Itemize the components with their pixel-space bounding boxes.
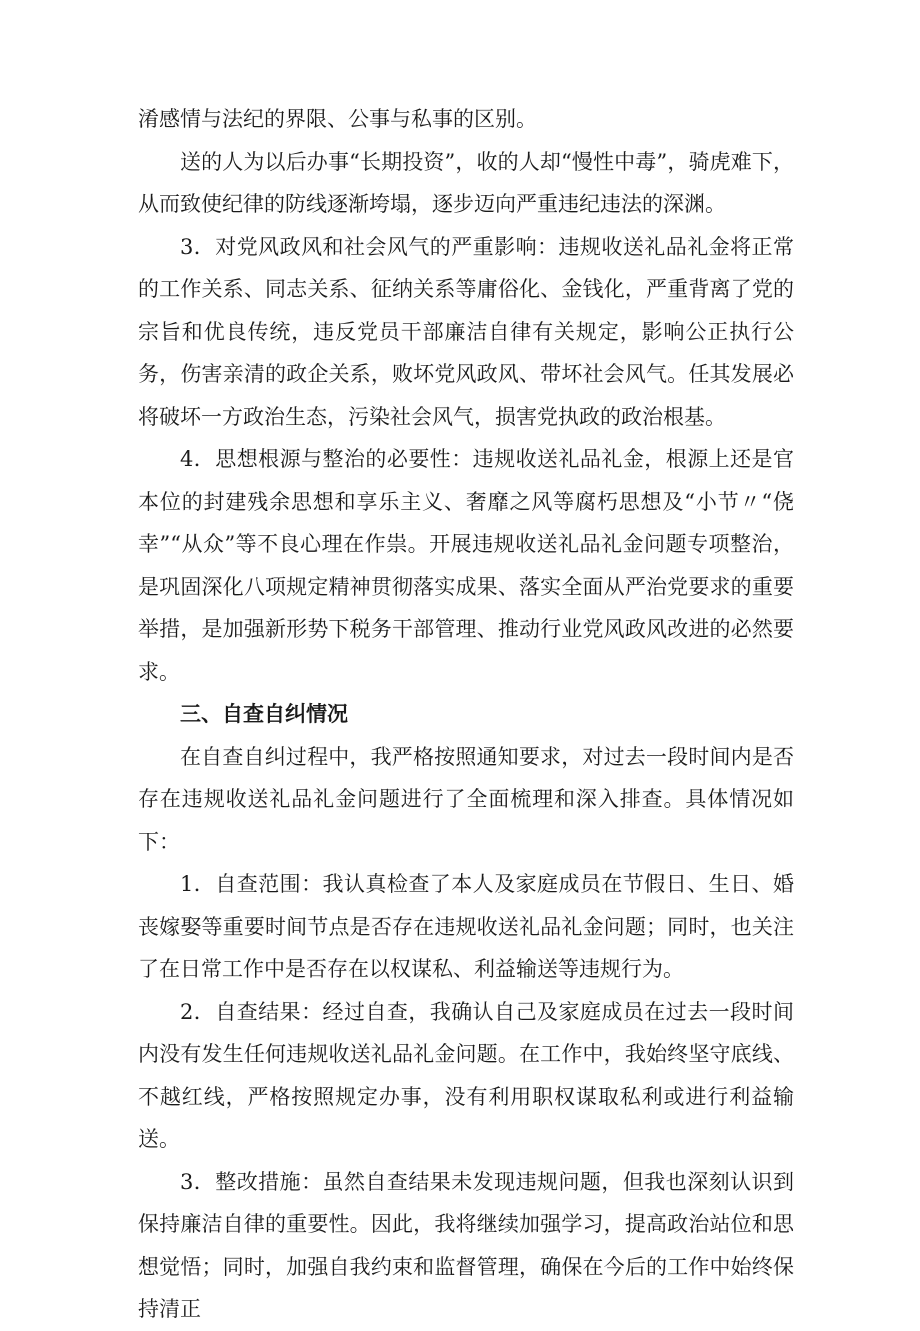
document-body xyxy=(138,98,794,1331)
section-heading-self-inspection: 三、自查自纠情况 xyxy=(180,702,348,726)
paragraph-item-1-scope: 1．自查范围：我认真检查了本人及家庭成员在节假日、生日、婚丧嫁娶等重要时间节点是否存在违规收送礼品礼金问题；同时，也关注了在日常工作中是否存在以权谋私、利益输送等违规行为。 xyxy=(138,872,794,981)
paragraph-item-4-root-cause: 4．思想根源与整治的必要性：违规收送礼品礼金，根源上还是官本位的封建残余思想和享乐主义、奢靡之风等腐朽思想及“小节〃“侥幸”“从众”等不良心理在作祟。开展违规收送礼品礼金问题专项整治，是巩固深化八项规定精神贯彻落实成果、落实全面从严治党要求的重要举措，是加强新形势下税务干部管理、推动行业党风政风改进的必然要求。 xyxy=(138,447,794,684)
paragraph-continuation: 淆感情与法纪的界限、公事与私事的区别。 xyxy=(138,107,537,131)
paragraph-self-inspection-intro: 在自查自纠过程中，我严格按照通知要求，对过去一段时间内是否存在违规收送礼品礼金问题进行了全面梳理和深入排查。具体情况如下： xyxy=(138,744,794,854)
paragraph-item-3-measures: 3．整改措施：虽然自查结果未发现违规问题，但我也深刻认识到保持廉洁自律的重要性。因此，我将继续加强学习，提高政治站位和思想觉悟；同时，加强自我约束和监督管理，确保在今后的工作中始终保持清正 xyxy=(138,1169,794,1321)
paragraph-investment-poison: 送的人为以后办事“长期投资”，收的人却“慢性中毒”，骑虎难下，从而致使纪律的防线逐渐垮塌，逐步迈向严重违纪违法的深渊。 xyxy=(138,149,794,216)
paragraph-item-3-impact: 3．对党风政风和社会风气的严重影响：违规收送礼品礼金将正常的工作关系、同志关系、征纳关系等庸俗化、金钱化，严重背离了党的宗旨和优良传统，违反党员干部廉洁自律有关规定，影响公正执行公务，伤害亲清的政企关系，败坏党风政风、带坏社会风气。任其发展必将破坏一方政治生态，污染社会风气，损害党执政的政治根基。 xyxy=(138,234,794,429)
paragraph-item-2-result: 2．自查结果：经过自查，我确认自己及家庭成员在过去一段时间内没有发生任何违规收送礼品礼金问题。在工作中，我始终坚守底线、不越红线，严格按照规定办事，没有利用职权谋取私利或进行利益输送。 xyxy=(138,999,794,1151)
